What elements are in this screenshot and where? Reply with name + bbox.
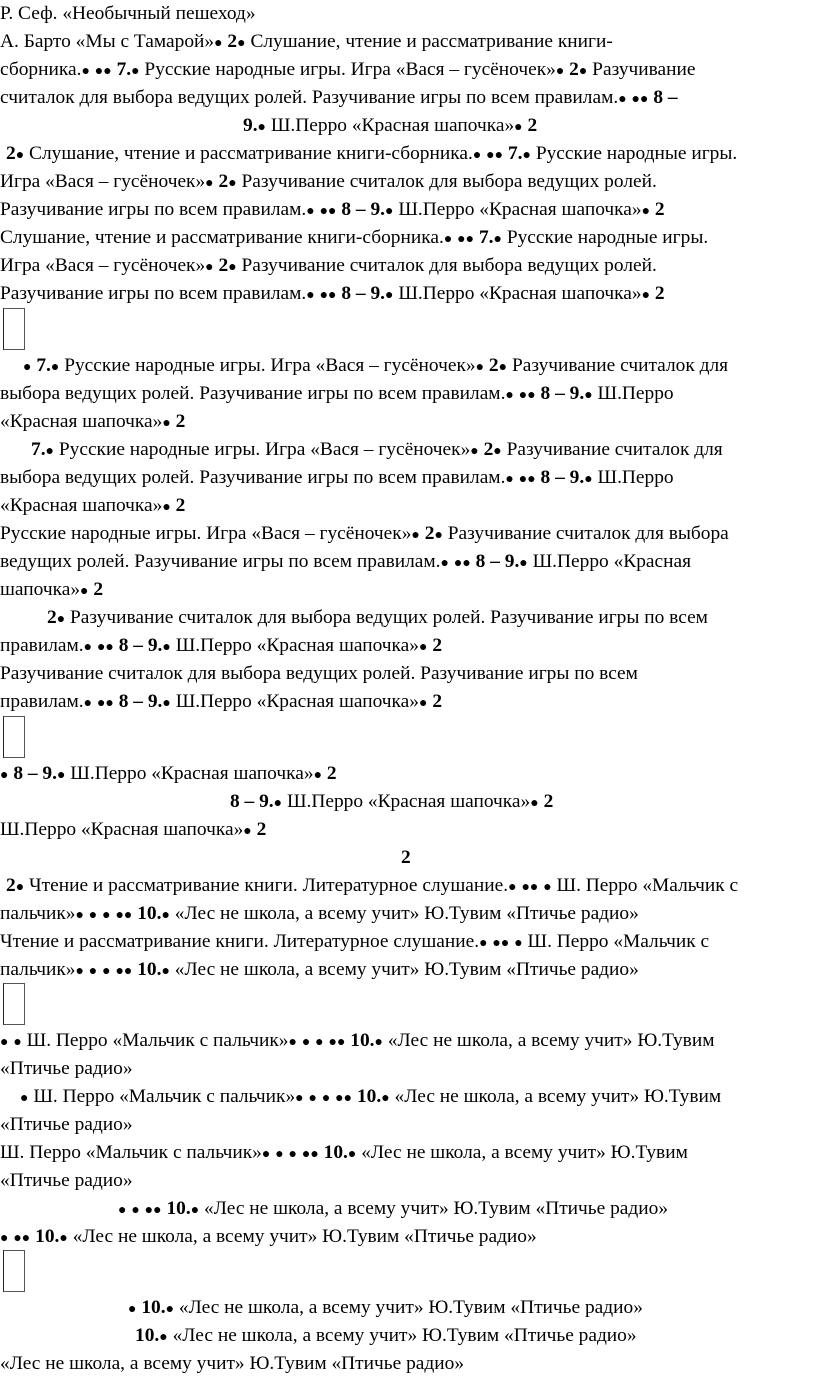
text-line: 2 [401, 847, 411, 868]
text-line: ● Ш. Перро «Мальчик с пальчик»● ● ● ●● 10.● «Лес не школа, а всему учит» Ю.Тувим [20, 1086, 722, 1107]
text-line: «Птичье радио» [0, 1058, 133, 1079]
text-line: «Красная шапочка»● 2 [0, 495, 186, 516]
text-line: «Лес не школа, а всему учит» Ю.Тувим «Птичье радио» [0, 1353, 465, 1374]
text-line: ведущих ролей. Разучивание игры по всем правилам.● ●● 8 – 9.● Ш.Перро «Красная [0, 551, 692, 572]
text-line: 7.● Русские народные игры. Игра «Вася – гусёночек»● 2● Разучивание считалок для [31, 439, 723, 460]
text-line: А. Барто «Мы с Тамарой»● 2● Слушание, чтение и рассматривание книги- [0, 31, 613, 52]
text-line: Слушание, чтение и рассматривание книги-сборника.● ●● 7.● Русские народные игры. [0, 227, 709, 248]
text-line: Ш.Перро «Красная шапочка»● 2 [0, 819, 267, 840]
text-line: ● 8 – 9.● Ш.Перро «Красная шапочка»● 2 [0, 763, 337, 784]
text-line: 2● Слушание, чтение и рассматривание книги-сборника.● ●● 7.● Русские народные игры. [6, 143, 738, 164]
text-line: выбора ведущих ролей. Разучивание игры по всем правилам.● ●● 8 – 9.● Ш.Перро [0, 467, 674, 488]
text-line: ● 7.● Русские народные игры. Игра «Вася – гусёночек»● 2● Разучивание считалок для [23, 355, 729, 376]
text-line: шапочка»● 2 [0, 579, 104, 600]
text-line: «Птичье радио» [0, 1114, 133, 1135]
empty-checkbox [3, 308, 25, 350]
text-line: ● 10.● «Лес не школа, а всему учит» Ю.Тувим «Птичье радио» [128, 1297, 643, 1318]
text-line: пальчик»● ● ● ●● 10.● «Лес не школа, а всему учит» Ю.Тувим «Птичье радио» [0, 959, 639, 980]
text-line: Р. Сеф. «Необычный пешеход» [0, 3, 256, 24]
empty-checkbox [3, 983, 25, 1025]
text-line: ● ● Ш. Перро «Мальчик с пальчик»● ● ● ●● 10.● «Лес не школа, а всему учит» Ю.Тувим [0, 1030, 715, 1051]
text-line: правилам.● ●● 8 – 9.● Ш.Перро «Красная шапочка»● 2 [0, 691, 443, 712]
empty-checkbox [3, 716, 25, 758]
text-line: ● ●● 10.● «Лес не школа, а всему учит» Ю.Тувим «Птичье радио» [0, 1226, 537, 1247]
text-line: Русские народные игры. Игра «Вася – гусёночек»● 2● Разучивание считалок для выбора [0, 523, 729, 544]
text-line: Разучивание игры по всем правилам.● ●● 8 – 9.● Ш.Перро «Красная шапочка»● 2 [0, 283, 665, 304]
text-line: 2● Разучивание считалок для выбора ведущих ролей. Разучивание игры по всем [47, 607, 708, 628]
text-line: 10.● «Лес не школа, а всему учит» Ю.Тувим «Птичье радио» [135, 1325, 637, 1346]
text-line: считалок для выбора ведущих ролей. Разучивание игры по всем правилам.● ●● 8 – [0, 87, 678, 108]
text-line: «Красная шапочка»● 2 [0, 411, 186, 432]
text-line: выбора ведущих ролей. Разучивание игры по всем правилам.● ●● 8 – 9.● Ш.Перро [0, 383, 674, 404]
empty-checkbox [3, 1250, 25, 1292]
text-line: Разучивание игры по всем правилам.● ●● 8 – 9.● Ш.Перро «Красная шапочка»● 2 [0, 199, 665, 220]
text-line: пальчик»● ● ● ●● 10.● «Лес не школа, а всему учит» Ю.Тувим «Птичье радио» [0, 903, 639, 924]
text-line: «Птичье радио» [0, 1170, 133, 1191]
text-line: 8 – 9.● Ш.Перро «Красная шапочка»● 2 [230, 791, 554, 812]
text-line: ● ● ●● 10.● «Лес не школа, а всему учит» Ю.Тувим «Птичье радио» [118, 1198, 669, 1219]
text-line: 2● Чтение и рассматривание книги. Литературное слушание.● ●● ● Ш. Перро «Мальчик с [6, 875, 739, 896]
text-line: 9.● Ш.Перро «Красная шапочка»● 2 [243, 115, 538, 136]
text-line: Разучивание считалок для выбора ведущих ролей. Разучивание игры по всем [0, 663, 638, 684]
text-line: Ш. Перро «Мальчик с пальчик»● ● ● ●● 10.● «Лес не школа, а всему учит» Ю.Тувим [0, 1142, 688, 1163]
text-line: сборника.● ●● 7.● Русские народные игры. Игра «Вася – гусёночек»● 2● Разучивание [0, 59, 696, 80]
text-line: правилам.● ●● 8 – 9.● Ш.Перро «Красная шапочка»● 2 [0, 635, 443, 656]
text-line: Игра «Вася – гусёночек»● 2● Разучивание считалок для выбора ведущих ролей. [0, 171, 657, 192]
text-line: Игра «Вася – гусёночек»● 2● Разучивание считалок для выбора ведущих ролей. [0, 255, 657, 276]
text-line: Чтение и рассматривание книги. Литературное слушание.● ●● ● Ш. Перро «Мальчик с [0, 931, 710, 952]
